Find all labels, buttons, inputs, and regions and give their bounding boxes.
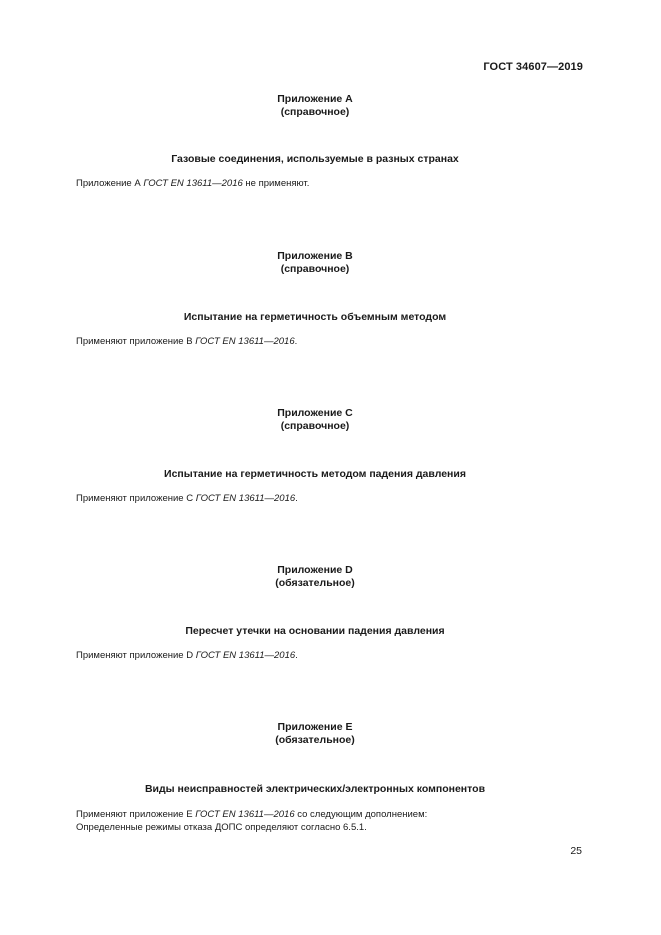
annex-b-body-tail: .	[294, 336, 298, 347]
annex-b-reference: ГОСТ EN 13611—2016	[195, 336, 295, 347]
annex-d-reference: ГОСТ EN 13611—2016	[195, 650, 296, 661]
annex-b-heading: Приложение В	[277, 250, 353, 262]
annex-b-status: (справочное)	[280, 263, 350, 275]
annex-c-header	[0, 407, 630, 433]
annex-d-body-text: Применяют приложение D	[76, 650, 196, 661]
annex-b-body	[76, 335, 297, 348]
annex-d-heading: Приложение D	[277, 564, 353, 576]
annex-c-reference: ГОСТ EN 13611—2016	[195, 493, 296, 504]
annex-e-body-tail: со следующим дополнением:	[294, 809, 428, 820]
annex-e-heading: Приложение Е	[277, 721, 353, 733]
annex-e-header	[0, 721, 630, 747]
annex-c-body-text: Применяют приложение С	[76, 493, 196, 504]
annex-a-body-tail: не применяют.	[242, 178, 310, 189]
annex-e-extra-line: Определенные режимы отказа ДОПС определяют согласно 6.5.1.	[76, 822, 367, 833]
annex-a-body	[76, 177, 309, 190]
annex-c-title: Испытание на герметичность методом падения давления	[164, 468, 466, 480]
annex-e-body	[76, 808, 427, 834]
annex-a-body-text: Приложение А	[76, 178, 144, 189]
annex-b-body-text: Применяют приложение В	[76, 336, 196, 347]
annex-d-header	[0, 564, 630, 590]
annex-a-reference: ГОСТ EN 13611—2016	[143, 178, 243, 189]
annex-e-title: Виды неисправностей электрических/электронных компонентов	[144, 783, 486, 795]
annex-b-title: Испытание на герметичность объемным методом	[183, 311, 447, 323]
annex-d-body	[76, 649, 298, 662]
document-code: ГОСТ 34607—2019	[483, 61, 583, 73]
annex-d-status: (обязательное)	[275, 577, 355, 589]
annex-c-body	[76, 492, 298, 505]
annex-c-body-tail: .	[295, 493, 298, 504]
page-number: 25	[570, 845, 582, 857]
annex-a-title: Газовые соединения, используемые в разных странах	[171, 153, 459, 165]
annex-b-header	[0, 250, 630, 276]
annex-e-body-text: Применяют приложение Е	[76, 809, 196, 820]
annex-a-heading: Приложение А	[277, 93, 353, 105]
annex-a-header	[0, 93, 630, 119]
annex-e-reference: ГОСТ EN 13611—2016	[195, 809, 295, 820]
annex-c-status: (справочное)	[280, 420, 350, 432]
annex-a-status: (справочное)	[280, 106, 350, 118]
annex-d-body-tail: .	[295, 650, 298, 661]
annex-c-heading: Приложение С	[277, 407, 353, 419]
annex-e-status: (обязательное)	[275, 734, 355, 746]
annex-d-title: Пересчет утечки на основании падения давления	[185, 625, 445, 637]
